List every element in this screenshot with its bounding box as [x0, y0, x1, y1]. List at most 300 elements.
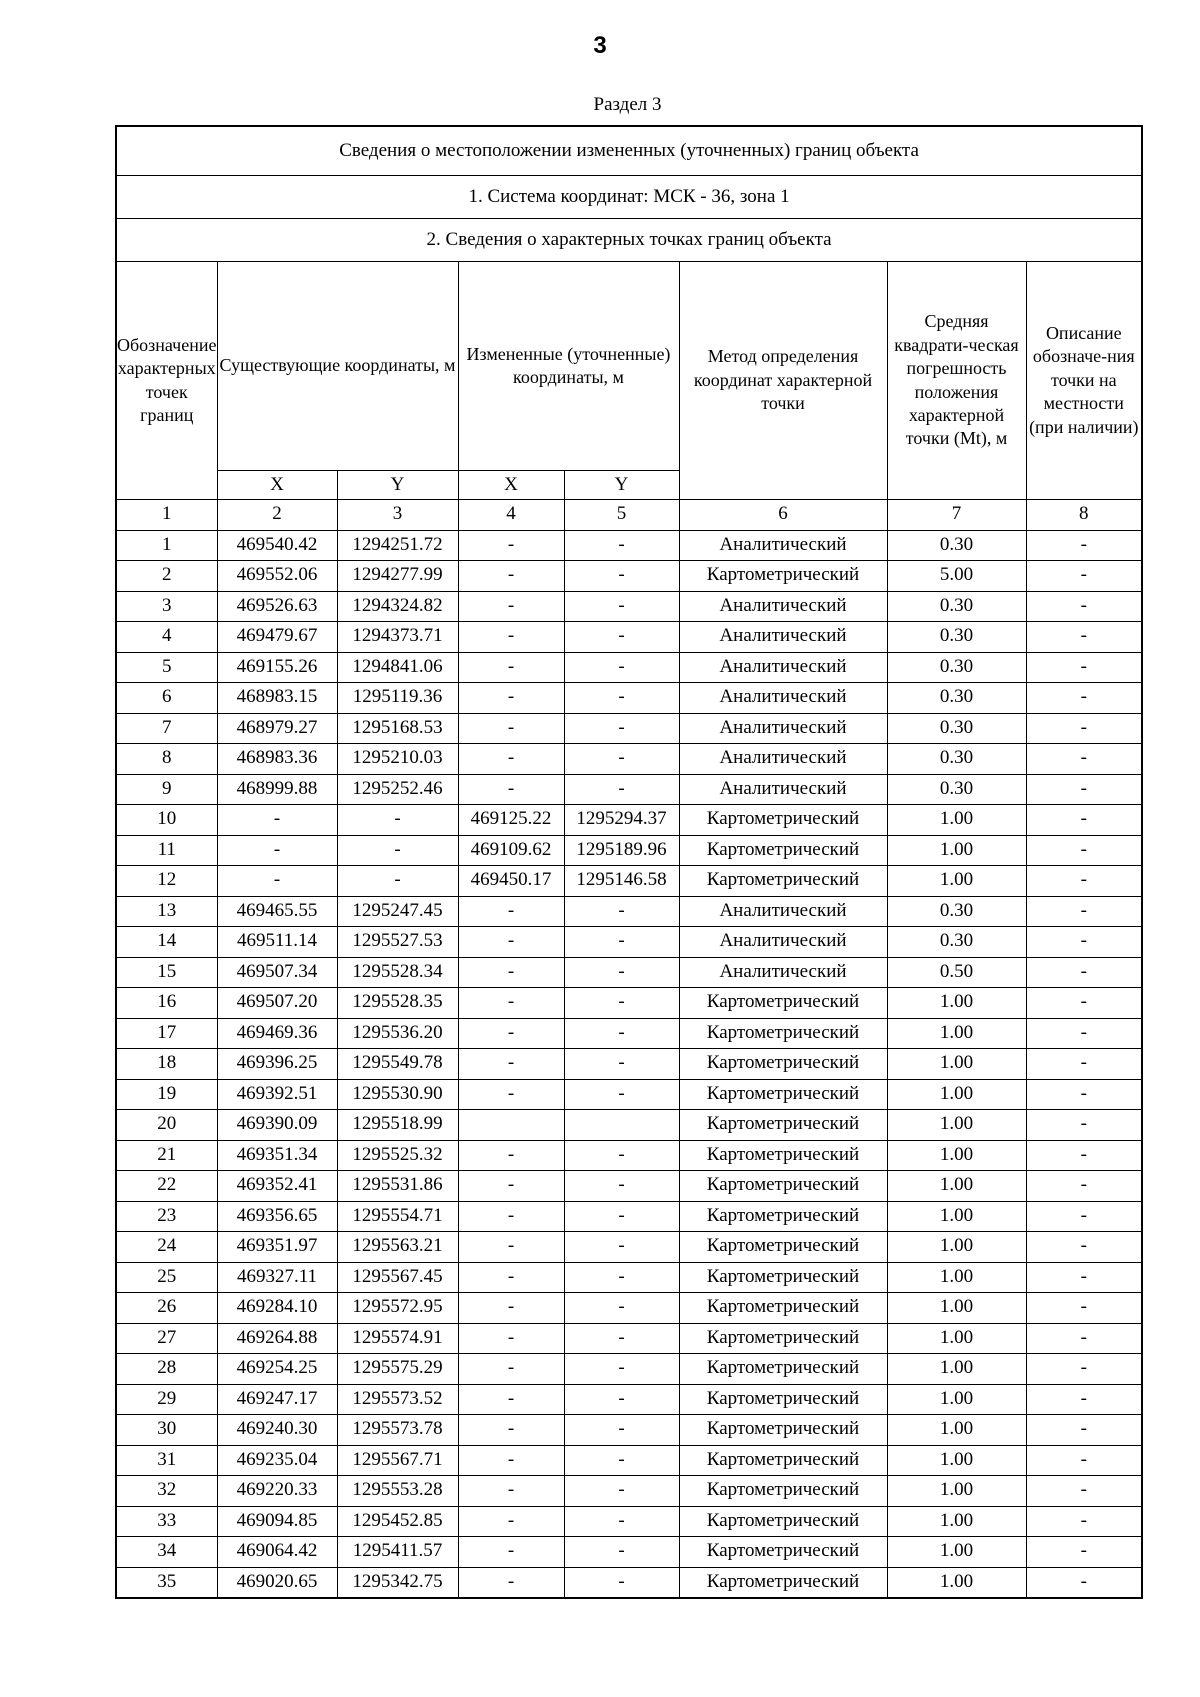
method-cell: Картометрический: [679, 866, 887, 897]
rms-error-cell: 0.30: [887, 774, 1026, 805]
point-number-cell: 23: [116, 1201, 217, 1232]
existing-x-cell: 469240.30: [217, 1415, 337, 1446]
existing-y-cell: 1295563.21: [337, 1232, 458, 1263]
point-number-cell: 24: [116, 1232, 217, 1263]
method-cell: Картометрический: [679, 561, 887, 592]
header-rms-error: Средняя квадрати-ческая погрешность положения характерной точки (Mt), м: [887, 262, 1026, 500]
changed-x-cell: -: [458, 896, 564, 927]
point-number-cell: 15: [116, 957, 217, 988]
existing-x-cell: 469479.67: [217, 622, 337, 653]
changed-x-cell: 469125.22: [458, 805, 564, 836]
table-row: [116, 1262, 1142, 1293]
table-row: [116, 1323, 1142, 1354]
changed-x-cell: -: [458, 927, 564, 958]
description-cell: -: [1026, 1232, 1142, 1263]
existing-y-cell: 1295573.78: [337, 1415, 458, 1446]
description-cell: -: [1026, 896, 1142, 927]
rms-error-cell: 1.00: [887, 1110, 1026, 1141]
column-number: 4: [458, 500, 564, 531]
header-changed-y: Y: [564, 471, 679, 500]
existing-y-cell: 1295247.45: [337, 896, 458, 927]
changed-x-cell: -: [458, 683, 564, 714]
description-cell: -: [1026, 866, 1142, 897]
existing-y-cell: 1295527.53: [337, 927, 458, 958]
point-number-cell: 19: [116, 1079, 217, 1110]
rms-error-cell: 0.30: [887, 530, 1026, 561]
existing-y-cell: 1295452.85: [337, 1506, 458, 1537]
point-number-cell: 21: [116, 1140, 217, 1171]
description-cell: -: [1026, 1415, 1142, 1446]
method-cell: Аналитический: [679, 622, 887, 653]
existing-x-cell: 469507.34: [217, 957, 337, 988]
changed-x-cell: -: [458, 1232, 564, 1263]
point-number-cell: 9: [116, 774, 217, 805]
method-cell: Картометрический: [679, 1201, 887, 1232]
rms-error-cell: 0.30: [887, 683, 1026, 714]
existing-y-cell: -: [337, 805, 458, 836]
changed-y-cell: -: [564, 988, 679, 1019]
column-number: 5: [564, 500, 679, 531]
method-cell: Картометрический: [679, 1232, 887, 1263]
table-row: [116, 774, 1142, 805]
rms-error-cell: 1.00: [887, 1323, 1026, 1354]
existing-x-cell: 469396.25: [217, 1049, 337, 1080]
changed-y-cell: -: [564, 1384, 679, 1415]
rms-error-cell: 1.00: [887, 1018, 1026, 1049]
description-cell: -: [1026, 1110, 1142, 1141]
table-row: [116, 1049, 1142, 1080]
table-title: Сведения о местоположении измененных (уточненных) границ объекта: [116, 126, 1142, 176]
table-row: [116, 1354, 1142, 1385]
rms-error-cell: 1.00: [887, 1384, 1026, 1415]
changed-x-cell: -: [458, 988, 564, 1019]
point-number-cell: 5: [116, 652, 217, 683]
page-number: 3: [593, 32, 607, 59]
changed-y-cell: -: [564, 683, 679, 714]
description-cell: -: [1026, 1384, 1142, 1415]
rms-error-cell: 0.30: [887, 713, 1026, 744]
rms-error-cell: 0.30: [887, 927, 1026, 958]
table-row: [116, 622, 1142, 653]
table-row: [116, 1171, 1142, 1202]
existing-x-cell: 469155.26: [217, 652, 337, 683]
point-number-cell: 16: [116, 988, 217, 1019]
existing-x-cell: 469392.51: [217, 1079, 337, 1110]
existing-y-cell: 1295119.36: [337, 683, 458, 714]
column-number: 3: [337, 500, 458, 531]
table-row: [116, 530, 1142, 561]
point-number-cell: 35: [116, 1567, 217, 1598]
description-cell: -: [1026, 1506, 1142, 1537]
table-row: [116, 1567, 1142, 1598]
table-row: [116, 744, 1142, 775]
changed-x-cell: -: [458, 774, 564, 805]
description-cell: -: [1026, 1323, 1142, 1354]
existing-x-cell: -: [217, 866, 337, 897]
changed-x-cell: 469109.62: [458, 835, 564, 866]
description-cell: -: [1026, 1537, 1142, 1568]
method-cell: Картометрический: [679, 835, 887, 866]
method-cell: Картометрический: [679, 805, 887, 836]
description-cell: -: [1026, 927, 1142, 958]
description-cell: -: [1026, 561, 1142, 592]
changed-x-cell: -: [458, 1140, 564, 1171]
changed-x-cell: -: [458, 1445, 564, 1476]
existing-y-cell: 1295549.78: [337, 1049, 458, 1080]
changed-x-cell: -: [458, 1079, 564, 1110]
changed-x-cell: -: [458, 622, 564, 653]
existing-y-cell: 1295528.35: [337, 988, 458, 1019]
changed-x-cell: -: [458, 591, 564, 622]
rms-error-cell: 0.30: [887, 744, 1026, 775]
header-changed-coords: Измененные (уточненные) координаты, м: [458, 262, 679, 471]
rms-error-cell: 1.00: [887, 835, 1026, 866]
existing-x-cell: 469469.36: [217, 1018, 337, 1049]
table-row: [116, 1140, 1142, 1171]
changed-x-cell: -: [458, 1384, 564, 1415]
existing-y-cell: 1295342.75: [337, 1567, 458, 1598]
method-cell: Аналитический: [679, 744, 887, 775]
point-number-cell: 30: [116, 1415, 217, 1446]
rms-error-cell: 1.00: [887, 1354, 1026, 1385]
header-description: Описание обозначе-ния точки на местности (при наличии): [1026, 262, 1142, 500]
existing-y-cell: 1295210.03: [337, 744, 458, 775]
changed-y-cell: -: [564, 774, 679, 805]
point-number-cell: 28: [116, 1354, 217, 1385]
existing-x-cell: 469020.65: [217, 1567, 337, 1598]
changed-x-cell: -: [458, 1018, 564, 1049]
table-row: [116, 927, 1142, 958]
existing-y-cell: 1295554.71: [337, 1201, 458, 1232]
table-row: [116, 1384, 1142, 1415]
existing-x-cell: 469351.34: [217, 1140, 337, 1171]
method-cell: Картометрический: [679, 1079, 887, 1110]
existing-y-cell: 1295573.52: [337, 1384, 458, 1415]
existing-y-cell: 1295567.45: [337, 1262, 458, 1293]
description-cell: -: [1026, 1445, 1142, 1476]
method-cell: Картометрический: [679, 1323, 887, 1354]
point-number-cell: 3: [116, 591, 217, 622]
existing-x-cell: 469390.09: [217, 1110, 337, 1141]
changed-y-cell: -: [564, 530, 679, 561]
changed-x-cell: -: [458, 1262, 564, 1293]
changed-y-cell: -: [564, 1171, 679, 1202]
existing-x-cell: -: [217, 805, 337, 836]
table-row: [116, 988, 1142, 1019]
column-number: 1: [116, 500, 217, 531]
point-number-cell: 2: [116, 561, 217, 592]
existing-y-cell: 1295574.91: [337, 1323, 458, 1354]
changed-y-cell: -: [564, 1049, 679, 1080]
existing-y-cell: 1295528.34: [337, 957, 458, 988]
changed-y-cell: [564, 1110, 679, 1141]
column-number: 2: [217, 500, 337, 531]
header-existing-x: X: [217, 471, 337, 500]
changed-y-cell: -: [564, 1140, 679, 1171]
changed-y-cell: -: [564, 1506, 679, 1537]
rms-error-cell: 0.30: [887, 591, 1026, 622]
method-cell: Картометрический: [679, 1384, 887, 1415]
point-number-cell: 4: [116, 622, 217, 653]
point-number-cell: 33: [116, 1506, 217, 1537]
description-cell: -: [1026, 988, 1142, 1019]
changed-y-cell: 1295294.37: [564, 805, 679, 836]
changed-x-cell: -: [458, 1201, 564, 1232]
changed-y-cell: -: [564, 1415, 679, 1446]
existing-y-cell: 1295536.20: [337, 1018, 458, 1049]
table-row: [116, 866, 1142, 897]
method-cell: Аналитический: [679, 713, 887, 744]
table-row: [116, 1079, 1142, 1110]
point-number-cell: 26: [116, 1293, 217, 1324]
changed-y-cell: -: [564, 1079, 679, 1110]
existing-y-cell: 1295531.86: [337, 1171, 458, 1202]
rms-error-cell: 5.00: [887, 561, 1026, 592]
changed-x-cell: -: [458, 1354, 564, 1385]
changed-x-cell: -: [458, 1293, 564, 1324]
rms-error-cell: 0.30: [887, 652, 1026, 683]
header-point-designation: Обозначение характерных точек границ: [116, 262, 217, 500]
table-row: [116, 652, 1142, 683]
changed-x-cell: -: [458, 1415, 564, 1446]
rms-error-cell: 1.00: [887, 1262, 1026, 1293]
changed-y-cell: -: [564, 1201, 679, 1232]
table-row: [116, 1445, 1142, 1476]
changed-y-cell: -: [564, 1232, 679, 1263]
changed-y-cell: -: [564, 1476, 679, 1507]
method-cell: Картометрический: [679, 1171, 887, 1202]
existing-x-cell: 469352.41: [217, 1171, 337, 1202]
changed-x-cell: -: [458, 1171, 564, 1202]
description-cell: -: [1026, 1262, 1142, 1293]
table-row: [116, 1232, 1142, 1263]
rms-error-cell: 1.00: [887, 1171, 1026, 1202]
description-cell: -: [1026, 1201, 1142, 1232]
description-cell: -: [1026, 957, 1142, 988]
existing-x-cell: 469064.42: [217, 1537, 337, 1568]
table-row: [116, 683, 1142, 714]
rms-error-cell: 0.50: [887, 957, 1026, 988]
existing-y-cell: 1295553.28: [337, 1476, 458, 1507]
section-title: Раздел 3: [593, 94, 662, 115]
existing-y-cell: 1294324.82: [337, 591, 458, 622]
point-number-cell: 34: [116, 1537, 217, 1568]
description-cell: -: [1026, 622, 1142, 653]
existing-y-cell: 1295252.46: [337, 774, 458, 805]
table-row: [116, 1293, 1142, 1324]
changed-y-cell: 1295146.58: [564, 866, 679, 897]
point-number-cell: 10: [116, 805, 217, 836]
description-cell: -: [1026, 1049, 1142, 1080]
points-heading: 2. Сведения о характерных точках границ объекта: [116, 219, 1142, 262]
description-cell: -: [1026, 744, 1142, 775]
point-number-cell: 32: [116, 1476, 217, 1507]
existing-y-cell: 1295575.29: [337, 1354, 458, 1385]
changed-x-cell: -: [458, 1323, 564, 1354]
changed-x-cell: [458, 1110, 564, 1141]
table-row: [116, 1415, 1142, 1446]
point-number-cell: 25: [116, 1262, 217, 1293]
description-cell: -: [1026, 1354, 1142, 1385]
existing-x-cell: -: [217, 835, 337, 866]
description-cell: -: [1026, 805, 1142, 836]
point-number-cell: 13: [116, 896, 217, 927]
point-number-cell: 31: [116, 1445, 217, 1476]
rms-error-cell: 1.00: [887, 1506, 1026, 1537]
existing-y-cell: 1295567.71: [337, 1445, 458, 1476]
existing-x-cell: 469235.04: [217, 1445, 337, 1476]
description-cell: -: [1026, 713, 1142, 744]
existing-y-cell: 1295525.32: [337, 1140, 458, 1171]
changed-x-cell: -: [458, 1506, 564, 1537]
table-row: [116, 896, 1142, 927]
existing-x-cell: 469264.88: [217, 1323, 337, 1354]
changed-x-cell: -: [458, 957, 564, 988]
rms-error-cell: 0.30: [887, 622, 1026, 653]
description-cell: -: [1026, 591, 1142, 622]
changed-x-cell: -: [458, 744, 564, 775]
existing-x-cell: 468983.15: [217, 683, 337, 714]
table-row: [116, 1506, 1142, 1537]
existing-x-cell: 469284.10: [217, 1293, 337, 1324]
point-number-cell: 22: [116, 1171, 217, 1202]
method-cell: Картометрический: [679, 1506, 887, 1537]
table-row: [116, 957, 1142, 988]
method-cell: Аналитический: [679, 957, 887, 988]
changed-y-cell: -: [564, 1293, 679, 1324]
column-number: 7: [887, 500, 1026, 531]
column-number: 6: [679, 500, 887, 531]
rms-error-cell: 1.00: [887, 1415, 1026, 1446]
changed-x-cell: -: [458, 561, 564, 592]
existing-x-cell: 469511.14: [217, 927, 337, 958]
column-number-row: [116, 500, 1142, 531]
method-cell: Аналитический: [679, 652, 887, 683]
existing-y-cell: -: [337, 835, 458, 866]
point-number-cell: 11: [116, 835, 217, 866]
existing-x-cell: 469552.06: [217, 561, 337, 592]
point-number-cell: 14: [116, 927, 217, 958]
changed-y-cell: -: [564, 622, 679, 653]
rms-error-cell: 1.00: [887, 1201, 1026, 1232]
existing-y-cell: 1295518.99: [337, 1110, 458, 1141]
changed-y-cell: -: [564, 652, 679, 683]
existing-y-cell: 1294277.99: [337, 561, 458, 592]
existing-y-cell: 1294251.72: [337, 530, 458, 561]
description-cell: -: [1026, 835, 1142, 866]
changed-x-cell: -: [458, 530, 564, 561]
existing-x-cell: 469220.33: [217, 1476, 337, 1507]
changed-x-cell: -: [458, 1049, 564, 1080]
point-number-cell: 12: [116, 866, 217, 897]
rms-error-cell: 1.00: [887, 1232, 1026, 1263]
changed-y-cell: -: [564, 744, 679, 775]
changed-y-cell: -: [564, 591, 679, 622]
header-changed-x: X: [458, 471, 564, 500]
changed-y-cell: -: [564, 1537, 679, 1568]
existing-y-cell: 1294373.71: [337, 622, 458, 653]
point-number-cell: 18: [116, 1049, 217, 1080]
changed-x-cell: -: [458, 1476, 564, 1507]
point-number-cell: 27: [116, 1323, 217, 1354]
method-cell: Картометрический: [679, 1537, 887, 1568]
table-row: [116, 591, 1142, 622]
header-existing-y: Y: [337, 471, 458, 500]
existing-x-cell: 469327.11: [217, 1262, 337, 1293]
existing-x-cell: 469540.42: [217, 530, 337, 561]
table-row: [116, 713, 1142, 744]
rms-error-cell: 1.00: [887, 1445, 1026, 1476]
existing-x-cell: 469465.55: [217, 896, 337, 927]
rms-error-cell: 1.00: [887, 988, 1026, 1019]
description-cell: -: [1026, 1567, 1142, 1598]
method-cell: Картометрический: [679, 1445, 887, 1476]
existing-y-cell: 1295572.95: [337, 1293, 458, 1324]
table-row: [116, 1018, 1142, 1049]
method-cell: Картометрический: [679, 988, 887, 1019]
rms-error-cell: 1.00: [887, 805, 1026, 836]
table-row: [116, 1537, 1142, 1568]
description-cell: -: [1026, 683, 1142, 714]
rms-error-cell: 1.00: [887, 1293, 1026, 1324]
changed-x-cell: 469450.17: [458, 866, 564, 897]
changed-y-cell: -: [564, 896, 679, 927]
table-row: [116, 805, 1142, 836]
existing-x-cell: 469094.85: [217, 1506, 337, 1537]
table-row: [116, 1201, 1142, 1232]
method-cell: Аналитический: [679, 591, 887, 622]
method-cell: Картометрический: [679, 1293, 887, 1324]
description-cell: -: [1026, 774, 1142, 805]
method-cell: Картометрический: [679, 1110, 887, 1141]
changed-y-cell: -: [564, 1354, 679, 1385]
rms-error-cell: 1.00: [887, 1079, 1026, 1110]
table-row: [116, 561, 1142, 592]
point-number-cell: 1: [116, 530, 217, 561]
method-cell: Аналитический: [679, 927, 887, 958]
changed-x-cell: -: [458, 713, 564, 744]
changed-y-cell: -: [564, 1445, 679, 1476]
header-existing-coords: Существующие координаты, м: [217, 262, 458, 471]
method-cell: Картометрический: [679, 1049, 887, 1080]
table-row: [116, 1110, 1142, 1141]
description-cell: -: [1026, 1171, 1142, 1202]
method-cell: Аналитический: [679, 774, 887, 805]
existing-y-cell: 1295411.57: [337, 1537, 458, 1568]
changed-y-cell: -: [564, 1262, 679, 1293]
method-cell: Аналитический: [679, 896, 887, 927]
point-number-cell: 29: [116, 1384, 217, 1415]
point-number-cell: 6: [116, 683, 217, 714]
method-cell: Картометрический: [679, 1262, 887, 1293]
existing-x-cell: 468983.36: [217, 744, 337, 775]
method-cell: Картометрический: [679, 1415, 887, 1446]
method-cell: Аналитический: [679, 683, 887, 714]
method-cell: Аналитический: [679, 530, 887, 561]
existing-y-cell: -: [337, 866, 458, 897]
description-cell: -: [1026, 652, 1142, 683]
table-row: [116, 1476, 1142, 1507]
rms-error-cell: 1.00: [887, 1476, 1026, 1507]
existing-y-cell: 1295168.53: [337, 713, 458, 744]
existing-x-cell: 469351.97: [217, 1232, 337, 1263]
rms-error-cell: 1.00: [887, 1140, 1026, 1171]
rms-error-cell: 1.00: [887, 1537, 1026, 1568]
changed-y-cell: -: [564, 561, 679, 592]
changed-y-cell: -: [564, 713, 679, 744]
description-cell: -: [1026, 1476, 1142, 1507]
existing-x-cell: 469247.17: [217, 1384, 337, 1415]
